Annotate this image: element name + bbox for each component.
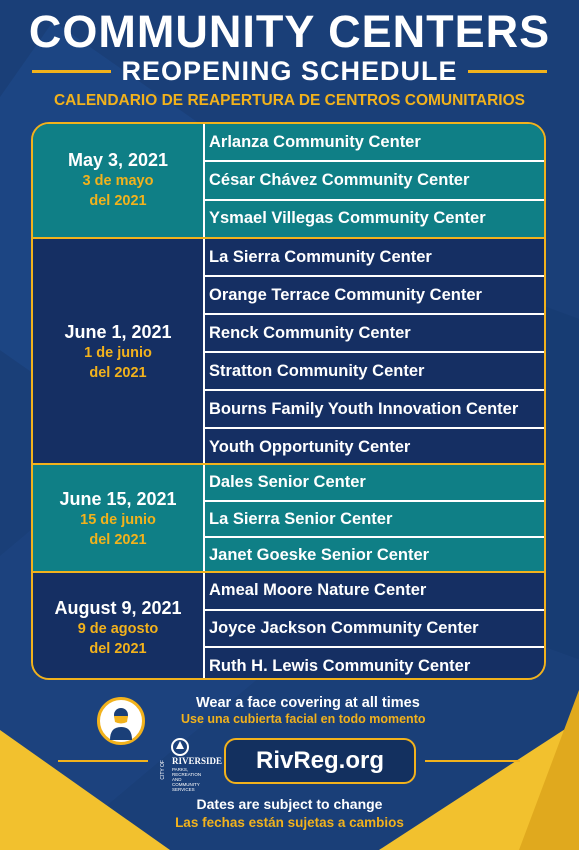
schedule-group [33, 237, 544, 465]
date-spanish: 3 de mayo [82, 173, 154, 189]
face-mask-icon-graphic [100, 700, 142, 742]
center-name: Ameal Moore Nature Center [209, 581, 427, 600]
center-name: La Sierra Senior Center [205, 500, 544, 537]
date-spanish: 15 de junio [80, 511, 156, 528]
center-name: Janet Goeske Senior Center [205, 536, 544, 573]
schedule-group [33, 571, 544, 680]
center-name: Arlanza Community Center [209, 132, 421, 151]
mask-notice-spanish: Use una cubierta facial en todo momento [181, 712, 426, 726]
disclaimer-english: Dates are subject to change [196, 796, 383, 812]
schedule-table [31, 122, 546, 680]
logo-city-name: RIVERSIDE [172, 756, 223, 766]
face-mask-icon [97, 697, 145, 745]
date-spanish: 9 de agosto [77, 621, 159, 637]
date-spanish-year: del 2021 [89, 641, 147, 657]
date-english: June 15, 2021 [59, 488, 177, 509]
center-name: Renck Community Center [205, 313, 544, 351]
website-link[interactable]: RivReg.org [224, 738, 416, 784]
yellow-corner-left [0, 730, 170, 850]
date-english: May 3, 2021 [67, 150, 169, 170]
date-cell [33, 239, 203, 465]
divider [468, 70, 547, 73]
center-name: Ysmael Villegas Community Center [205, 199, 544, 237]
center-list [203, 124, 544, 237]
date-spanish-year: del 2021 [89, 364, 147, 381]
center-name: Bourns Family Youth Innovation Center [205, 389, 544, 427]
center-name: César Chávez Community Center [205, 160, 544, 198]
center-list [203, 239, 544, 465]
center-name: La Sierra Community Center [209, 247, 432, 266]
center-list [203, 573, 544, 680]
center-name: Ruth H. Lewis Community Center [205, 646, 544, 680]
center-name: Joyce Jackson Community Center [205, 609, 544, 647]
schedule-group [33, 124, 544, 237]
center-name: Orange Terrace Community Center [205, 275, 544, 313]
date-cell [33, 465, 203, 573]
date-spanish-year: del 2021 [89, 531, 147, 548]
center-name: Dales Senior Center [209, 472, 366, 491]
logo-city-label: CITY OF [160, 760, 166, 780]
divider [58, 760, 148, 762]
divider [425, 760, 520, 762]
mask-notice-english: Wear a face covering at all times [196, 695, 420, 711]
page-subtitle-spanish: CALENDARIO DE REAPERTURA DE CENTROS COMUNITARIOS [53, 92, 526, 109]
center-name: Youth Opportunity Center [205, 427, 544, 465]
date-spanish-year: del 2021 [89, 193, 147, 209]
date-english: August 9, 2021 [54, 598, 182, 618]
divider [32, 70, 111, 73]
page-subtitle: REOPENING SCHEDULE [121, 55, 458, 86]
date-cell [33, 124, 203, 237]
date-english: June 1, 2021 [64, 321, 172, 342]
schedule-group [33, 463, 544, 573]
logo-department: PARKS, RECREATION AND COMMUNITY SERVICES [172, 767, 202, 792]
center-list [203, 465, 544, 573]
center-name: Stratton Community Center [205, 351, 544, 389]
date-cell [33, 573, 203, 680]
subtitle-row [32, 54, 547, 88]
disclaimer-spanish: Las fechas están sujetas a cambios [175, 815, 404, 830]
page-title: COMMUNITY CENTERS [28, 6, 551, 57]
date-spanish: 1 de junio [84, 344, 152, 361]
